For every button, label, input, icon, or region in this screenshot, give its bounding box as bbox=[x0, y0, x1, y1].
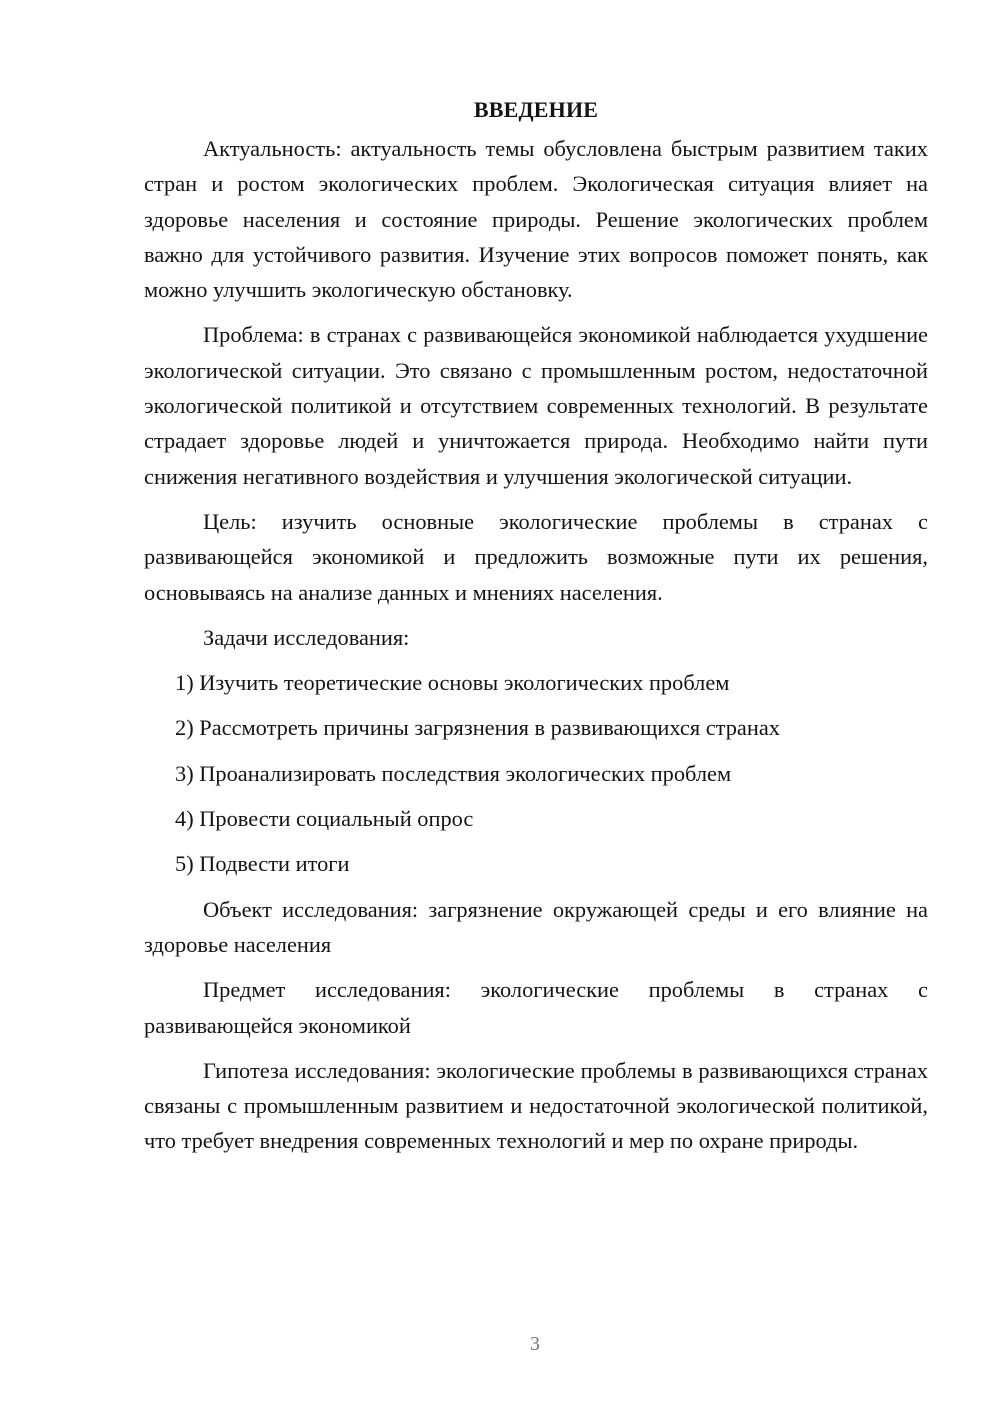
list-item: 2) Рассмотреть причины загрязнения в развивающихся странах bbox=[175, 715, 780, 741]
page-content bbox=[144, 92, 928, 1169]
hypothesis-paragraph: Гипотеза исследования: экологические проблемы в развивающихся странах связаны с промышленным развитием и недостаточной экологической политикой, что требует внедрения современных технологий и мер по охране природы. bbox=[144, 1057, 928, 1154]
page-number: 3 bbox=[530, 1333, 540, 1355]
list-item: 3) Проанализировать последствия экологических проблем bbox=[175, 760, 732, 786]
goal-paragraph: Цель: изучить основные экологические проблемы в странах с развивающейся экономикой и предложить возможные пути их решения, основываясь на анализе данных и мнениях населения. bbox=[144, 508, 928, 605]
relevance-paragraph: Актуальность: актуальность темы обусловлена быстрым развитием таких стран и ростом экологических проблем. Экологическая ситуация влияет на здоровье населения и состояние природы. Решение экологических проблем важно для устойчивого развития. Изучение этих вопросов поможет понять, как можно улучшить экологическую обстановку. bbox=[144, 136, 928, 303]
tasks-list bbox=[144, 665, 928, 881]
tasks-heading: Задачи исследования: bbox=[203, 624, 410, 650]
page-title: ВВЕДЕНИЕ bbox=[473, 97, 599, 122]
list-item: 4) Провести социальный опрос bbox=[175, 806, 474, 832]
list-item: 5) Подвести итоги bbox=[175, 851, 350, 877]
object-paragraph: Объект исследования: загрязнение окружающей среды и его влияние на здоровье населения bbox=[144, 896, 928, 957]
subject-paragraph: Предмет исследования: экологические проблемы в странах с развивающейся экономикой bbox=[144, 977, 928, 1038]
list-item: 1) Изучить теоретические основы экологических проблем bbox=[175, 670, 730, 696]
problem-paragraph: Проблема: в странах с развивающейся экономикой наблюдается ухудшение экологической ситуации. Это связано с промышленным ростом, недостаточной экологической политикой и отсутствием современных технологий. В результате страдает здоровье людей и уничтожается природа. Необходимо найти пути снижения негативного воздействия и улучшения экологической ситуации. bbox=[144, 322, 928, 489]
